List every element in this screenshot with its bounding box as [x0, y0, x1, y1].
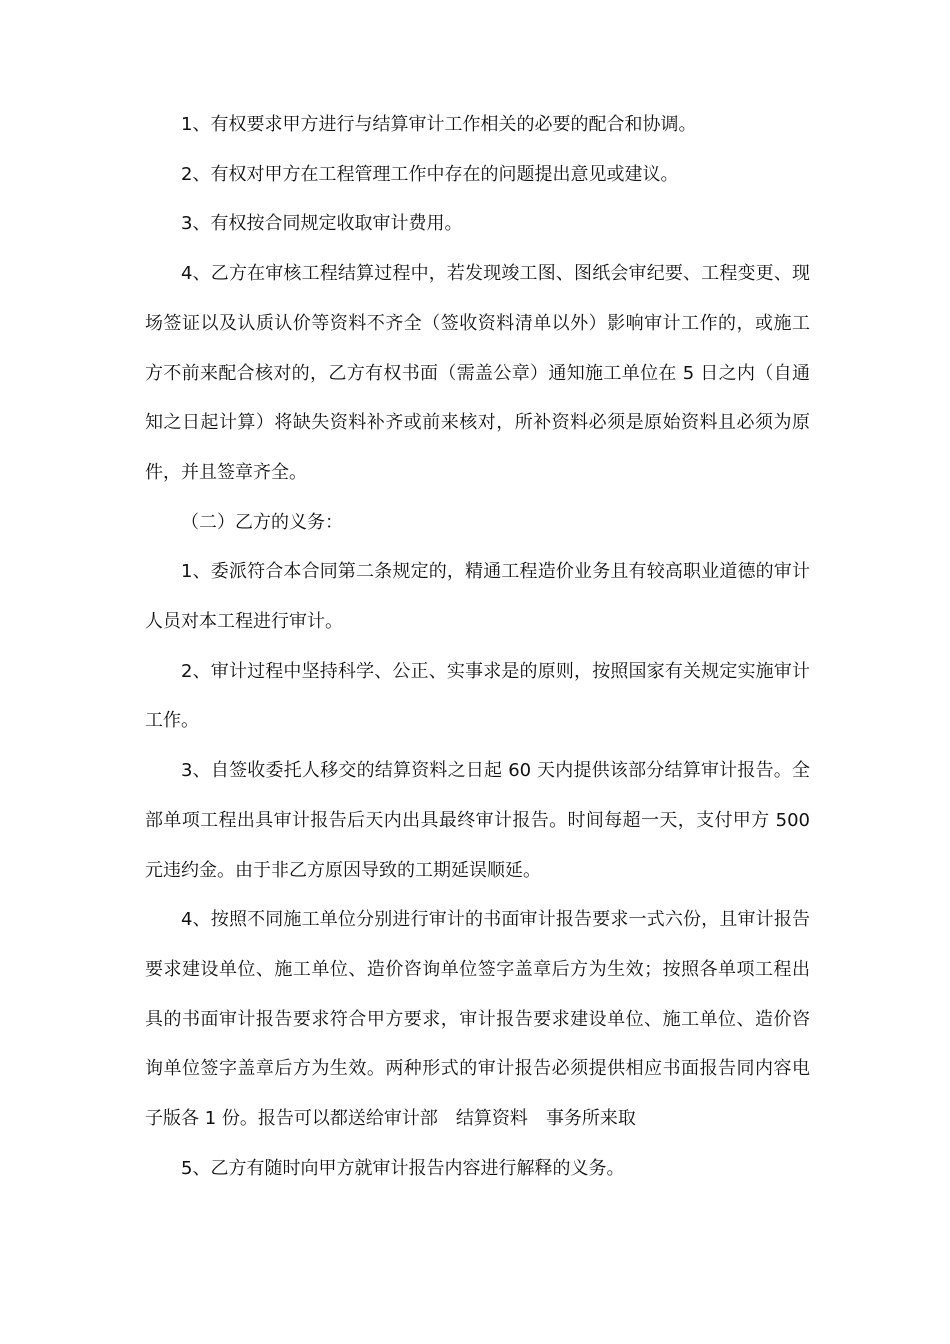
obligation-item-1: 1、委派符合本合同第二条规定的，精通工程造价业务且有较高职业道德的审计人员对本工程进行审计。 — [145, 561, 810, 633]
right-item-3: 3、有权按合同规定收取审计费用。 — [181, 213, 463, 235]
right-item-2: 2、有权对甲方在工程管理工作中存在的问题提出意见或建议。 — [181, 163, 679, 185]
obligation-item-4: 4、按照不同施工单位分别进行审计的书面审计报告要求一式六份，且审计报告要求建设单位、施工单位、造价咨询单位签字盖章后方为生效；按照各单项工程出具的书面审计报告要求符合甲方要求，审计报告要求建设单位、施工单位、造价咨询单位签字盖章后方为生效。两种形式的审计报告必须提供相应书面报告同内容电子版各 1 份。报告可以都送给审计部 结算资料 事务所来取 — [145, 909, 810, 1130]
document-body — [145, 100, 810, 1193]
obligation-item-5: 5、乙方有随时向甲方就审计报告内容进行解释的义务。 — [181, 1157, 625, 1179]
right-item-4: 4、乙方在审核工程结算过程中，若发现竣工图、图纸会审纪要、工程变更、现场签证以及认质认价等资料不齐全（签收资料清单以外）影响审计工作的，或施工方不前来配合核对的，乙方有权书面（需盖公章）通知施工单位在 5 日之内（自通知之日起计算）将缺失资料补齐或前来核对，所补资料必须是原始资料且必须为原件，并且签章齐全。 — [145, 263, 810, 483]
section-heading-obligations: （二）乙方的义务： — [181, 511, 343, 533]
obligation-item-2: 2、审计过程中坚持科学、公正、实事求是的原则，按照国家有关规定实施审计工作。 — [145, 660, 810, 732]
obligation-item-3: 3、自签收委托人移交的结算资料之日起 60 天内提供该部分结算审计报告。全部单项工程出具审计报告后天内出具最终审计报告。时间每超一天，支付甲方 500 元违约金。由于非乙方原因导致的工期延误顺延。 — [145, 760, 810, 881]
right-item-1: 1、有权要求甲方进行与结算审计工作相关的必要的配合和协调。 — [181, 114, 697, 135]
